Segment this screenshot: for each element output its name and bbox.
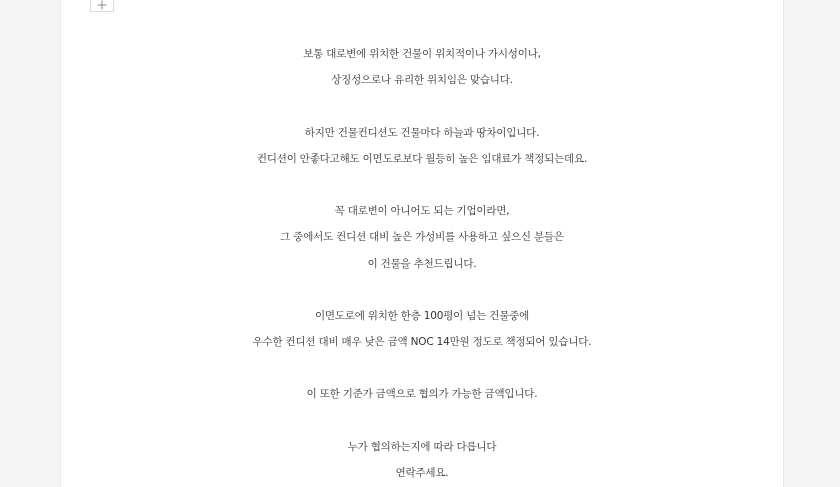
text-line[interactable]: 하지만 건물컨디션도 건물마다 하늘과 땅차이입니다. [304, 126, 540, 139]
text-line[interactable]: 컨디션이 안좋다고해도 이면도로보다 월등히 높은 임대료가 책정되는데요. [256, 152, 588, 165]
text-line[interactable]: 꼭 대로변이 아니어도 되는 기업이라면, [334, 205, 510, 218]
text-line[interactable]: 우수한 컨디션 대비 매우 낮은 금액 NOC 14만원 정도로 책정되어 있습니다. [252, 336, 592, 349]
paragraph-6[interactable] [61, 434, 783, 486]
paragraph-2[interactable] [61, 120, 783, 172]
text-line[interactable]: 상징성으로나 유리한 위치임은 맞습니다. [331, 74, 513, 87]
text-line[interactable]: 그 중에서도 컨디션 대비 높은 가성비를 사용하고 싶으신 분들은 [280, 231, 564, 244]
empty-line[interactable] [61, 408, 783, 434]
plus-icon [97, 0, 107, 10]
paragraph-5[interactable] [61, 381, 783, 407]
empty-line[interactable] [61, 277, 783, 303]
add-block-button[interactable] [90, 0, 114, 12]
empty-line[interactable] [61, 93, 783, 119]
text-line[interactable]: 이면도로에 위치한 한층 100평이 넘는 건물중에 [314, 309, 530, 322]
text-line[interactable]: 이 또한 기준가 금액으로 협의가 가능한 금액입니다. [306, 388, 538, 401]
empty-line[interactable] [61, 172, 783, 198]
empty-line[interactable] [61, 355, 783, 381]
document-page [60, 0, 784, 487]
text-line[interactable]: 보통 대로변에 위치한 건물이 위치적이나 가시성이나, [303, 48, 541, 60]
text-line[interactable]: 이 건물을 추천드립니다. [367, 257, 477, 270]
text-line[interactable]: 누가 협의하는지에 따라 다릅니다 [347, 440, 497, 453]
text-line[interactable]: 연락주세요. [395, 467, 449, 479]
editor-content[interactable] [61, 41, 783, 486]
paragraph-3[interactable] [61, 198, 783, 277]
paragraph-1[interactable] [61, 41, 783, 93]
paragraph-4[interactable] [61, 303, 783, 355]
